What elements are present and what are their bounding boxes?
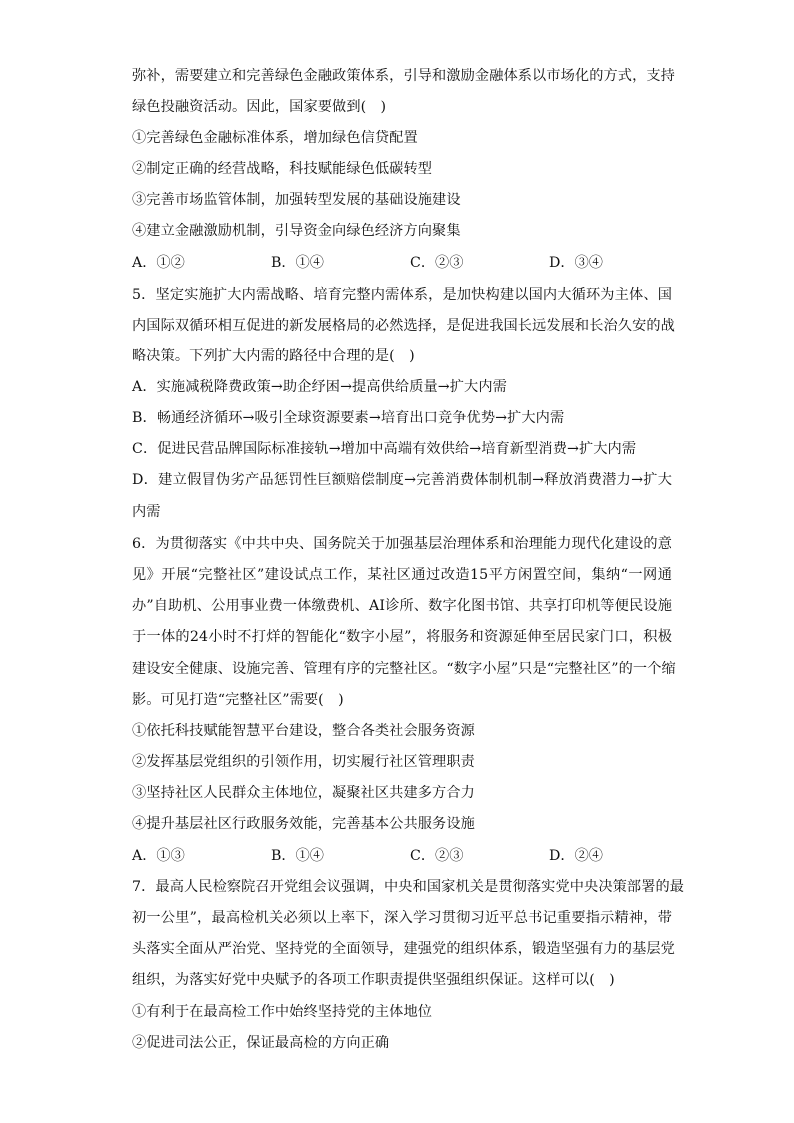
q6-stem-line-4: 于一体的24小时不打烊的智能化“数字小屋”，将服务和资源延伸至居民家门口，积极: [132, 629, 672, 645]
q6-option-2: ②发挥基层党组织的引领作用，切实履行社区管理职责: [132, 754, 475, 770]
q5-choice-d-line-1: D．建立假冒伪劣产品惩罚性巨额赔偿制度→完善消费体制机制→释放消费潜力→扩大: [132, 472, 672, 488]
q4-choice-a: A．①②: [132, 255, 185, 271]
q5-stem-line-1: 5．坚定实施扩大内需战略、培育完整内需体系，是加快构建以国内大循环为主体、国: [132, 287, 672, 303]
q5-choice-d-line-2: 内需: [132, 504, 161, 520]
q4-option-1: ①完善绿色金融标准体系，增加绿色信贷配置: [132, 130, 418, 146]
q4-choice-c: C．②③: [410, 255, 464, 271]
q7-stem-line-4: 组织，为落实好党中央赋予的各项工作职责提供坚强组织保证。这样可以( ): [132, 972, 615, 988]
q5-choice-a: A．实施减税降费政策→助企纾困→提高供给质量→扩大内需: [132, 379, 507, 395]
q6-choice-c: C．②③: [410, 848, 464, 864]
q6-option-3: ③坚持社区人民群众主体地位，凝聚社区共建多方合力: [132, 785, 475, 801]
q5-choice-b: B．畅通经济循环→吸引全球资源要素→培育出口竞争优势→扩大内需: [132, 410, 565, 426]
q6-choice-b: B．①④: [271, 848, 324, 864]
q6-choice-a: A．①③: [132, 848, 185, 864]
q6-stem-line-3: 办”自助机、公用事业费一体缴费机、AI诊所、数字化图书馆、共享打印机等便民设施: [132, 598, 672, 614]
q7-stem-line-3: 头落实全面从严治党、坚持党的全面领导，建强党的组织体系，锻造坚强有力的基层党: [132, 941, 675, 957]
q6-stem-line-6: 影。可见打造“完整社区”需要( ): [132, 692, 344, 708]
q6-stem-line-2: 见》开展“完整社区”建设试点工作，某社区通过改造15平方闲置空间，集纳“一网通: [132, 567, 672, 583]
q5-stem-line-2: 内国际双循环相互促进的新发展格局的必然选择，是促进我国长远发展和长治久安的战: [132, 318, 675, 334]
q4-stem-line-1: 弥补，需要建立和完善绿色金融政策体系，引导和激励金融体系以市场化的方式，支持: [132, 68, 675, 84]
q4-option-3: ③完善市场监管体制，加强转型发展的基础设施建设: [132, 192, 461, 208]
q4-choice-d: D．③④: [549, 255, 603, 271]
q5-stem-line-3: 略决策。下列扩大内需的路径中合理的是( ): [132, 348, 415, 364]
q7-option-2: ②促进司法公正，保证最高检的方向正确: [132, 1035, 390, 1051]
q7-stem-line-2: 初一公里”，最高检机关必须以上率下，深入学习贯彻习近平总书记重要指示精神，带: [132, 910, 672, 926]
q7-option-1: ①有利于在最高检工作中始终坚持党的主体地位: [132, 1004, 433, 1020]
q6-option-1: ①依托科技赋能智慧平台建设，整合各类社会服务资源: [132, 723, 475, 739]
q6-stem-line-5: 建设安全健康、设施完善、管理有序的完整社区。“数字小屋”只是“完整社区”的一个缩: [132, 661, 676, 677]
q4-option-2: ②制定正确的经营战略，科技赋能绿色低碳转型: [132, 161, 433, 177]
q6-stem-line-1: 6．为贯彻落实《中共中央、国务院关于加强基层治理体系和治理能力现代化建设的意: [132, 536, 672, 552]
q6-choice-d: D．②④: [549, 848, 603, 864]
q4-stem-line-2: 绿色投融资活动。因此，国家要做到( ): [132, 99, 387, 115]
q5-choice-c: C．促进民营品牌国际标准接轨→增加中高端有效供给→培育新型消费→扩大内需: [132, 441, 637, 457]
q4-choice-b: B．①④: [271, 255, 324, 271]
q6-option-4: ④提升基层社区行政服务效能，完善基本公共服务设施: [132, 816, 475, 832]
q4-option-4: ④建立金融激励机制，引导资金向绿色经济方向聚集: [132, 223, 461, 239]
q7-stem-line-1: 7．最高人民检察院召开党组会议强调，中央和国家机关是贯彻落实党中央决策部署的最: [132, 879, 685, 895]
